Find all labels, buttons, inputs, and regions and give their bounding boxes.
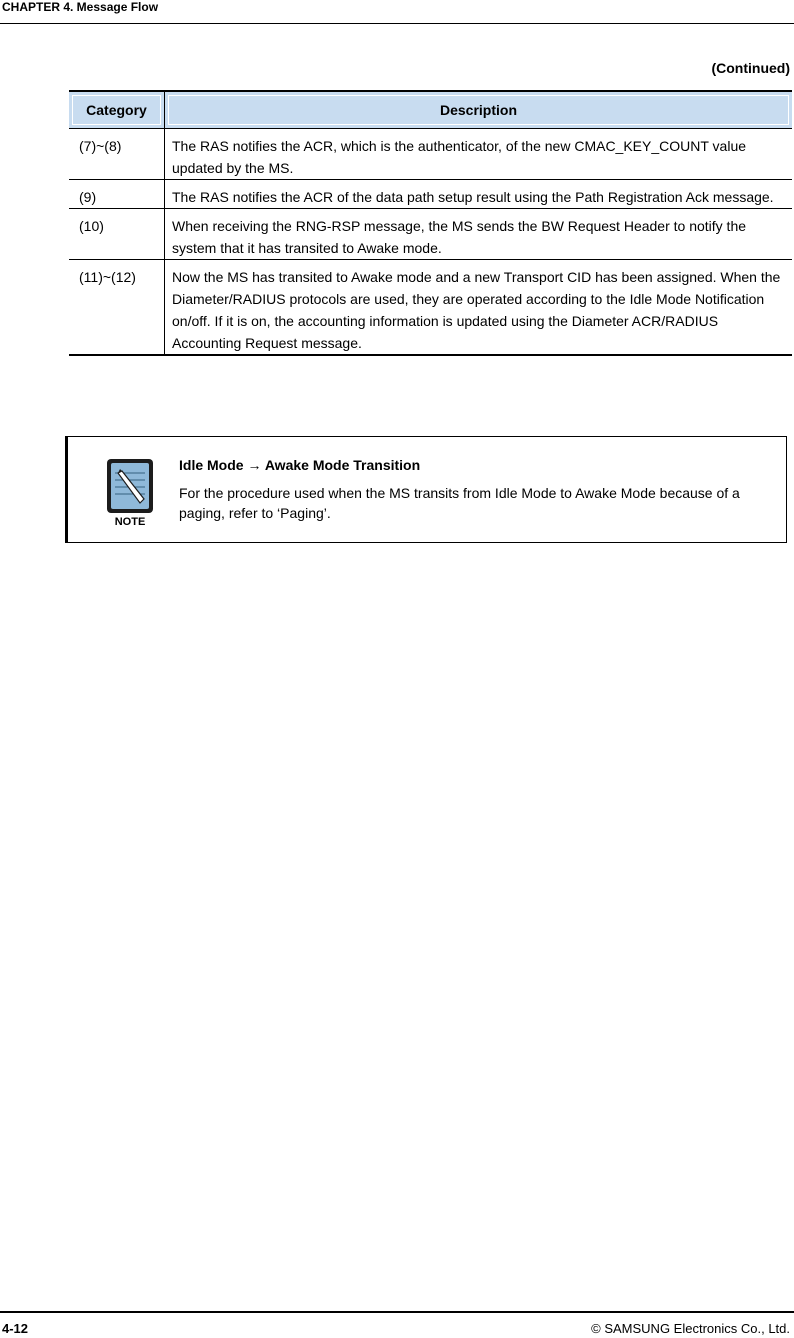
- row-category: (10): [69, 209, 165, 260]
- note-icon-label: NOTE: [114, 516, 146, 528]
- table-row: [69, 129, 792, 180]
- continued-label: (Continued): [711, 60, 790, 76]
- table-row: [69, 260, 792, 356]
- page-header: [0, 0, 794, 24]
- page-number: 4-12: [2, 1321, 29, 1336]
- page-footer: [0, 1311, 794, 1338]
- table-row: [69, 209, 792, 260]
- row-category: (11)~(12): [69, 260, 165, 356]
- table-row: [69, 180, 792, 209]
- copyright: © SAMSUNG Electronics Co., Ltd.: [591, 1321, 790, 1336]
- table-header-row: [69, 91, 792, 129]
- row-description: Now the MS has transited to Awake mode and a new Transport CID has been assigned. When the Diameter/RADIUS protocols are used, they are operated according to the Idle Mode Notification on/off. If it is on, the accounting information is updated using the Diameter ACR/RADIUS Accounting Request message.: [165, 260, 793, 356]
- note-body: For the procedure used when the MS transits from Idle Mode to Awake Mode because of a paging, refer to ‘Paging’.: [179, 485, 740, 521]
- row-description: The RAS notifies the ACR, which is the authenticator, of the new CMAC_KEY_COUNT value updated by the MS.: [165, 129, 793, 180]
- row-category: (9): [69, 180, 165, 209]
- category-column-header: Category: [69, 91, 165, 129]
- note-title: Idle Mode → Awake Mode Transition: [179, 457, 421, 473]
- row-description: The RAS notifies the ACR of the data path setup result using the Path Registration Ack message.: [165, 180, 793, 209]
- chapter-title: CHAPTER 4. Message Flow: [2, 0, 159, 14]
- description-column-header: Description: [165, 91, 793, 129]
- row-description: When receiving the RNG-RSP message, the MS sends the BW Request Header to notify the system that it has transited to Awake mode.: [165, 209, 793, 260]
- note-box: [65, 436, 787, 543]
- message-flow-table: [69, 90, 792, 356]
- row-category: (7)~(8): [69, 129, 165, 180]
- note-pencil-icon: [106, 458, 154, 528]
